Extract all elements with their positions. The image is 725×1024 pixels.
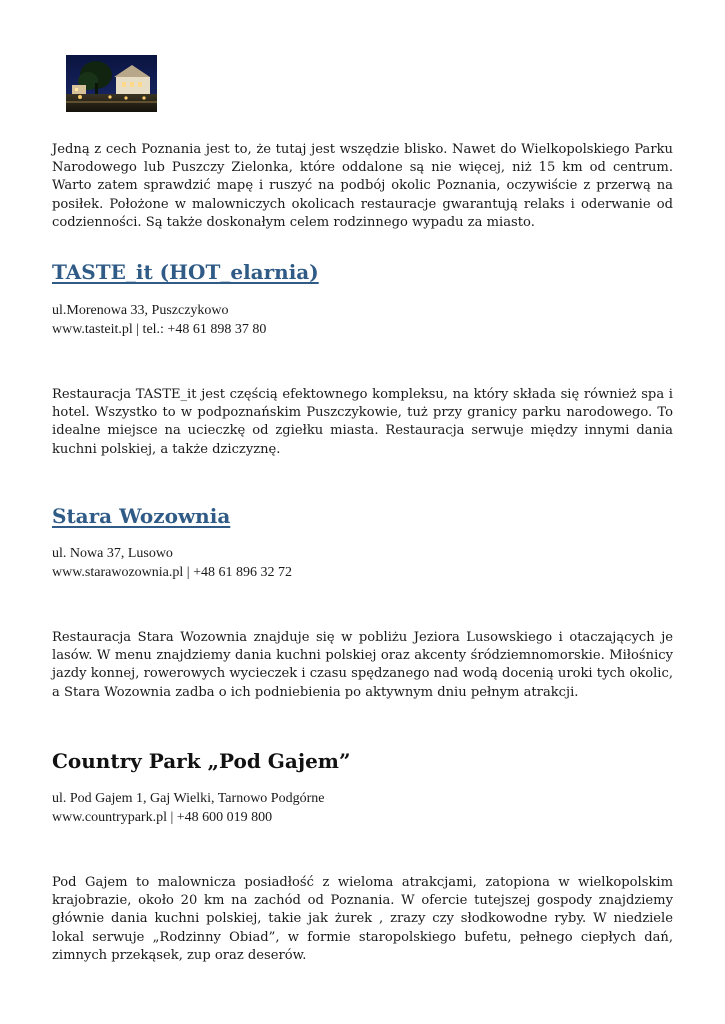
restaurant-address-block (52, 545, 292, 582)
restaurant-heading-stara-wozownia (52, 504, 230, 528)
restaurant-address: ul. Pod Gajem 1, Gaj Wielki, Tarnowo Podgórne (52, 791, 325, 806)
restaurant-heading-country-park: Country Park „Pod Gajem” (52, 749, 351, 773)
restaurant-address: ul.Morenowa 33, Puszczykowo (52, 303, 229, 318)
restaurant-address: ul. Nowa 37, Lusowo (52, 546, 173, 561)
restaurant-description: Pod Gajem to malownicza posiadłość z wieloma atrakcjami, zatopiona w wielkopolskim krajobrazie, około 20 km na zachód od Poznania. W ofercie tutejszej gospody znajdziemy głównie dania kuchni polskiej, takie jak żurek , zrazy czy słodkowodne ryby. W niedziele lokal serwuje „Rodzinny Obiad”, w formie staropolskiego bufetu, pełnego ciepłych dań, zimnych przekąsek, zup oraz deserów. (52, 875, 673, 963)
restaurant-heading-tasteit (52, 260, 319, 284)
restaurant-link-tasteit[interactable]: TASTE_it (HOT_elarnia) (52, 260, 319, 284)
restaurant-description: Restauracja TASTE_it jest częścią efektownego kompleksu, na który składa się również spa i hotel. Wszystko to w podpoznańskim Puszczykowie, tuż przy granicy parku narodowego. To idealne miejsce na ucieczkę od zgiełku miasta. Restauracja serwuje między innymi dania kuchni polskiej, a także dziczyznę. (52, 387, 673, 457)
restaurant-description: Restauracja Stara Wozownia znajduje się w pobliżu Jeziora Lusowskiego i otaczających je lasów. W menu znajdziemy dania kuchni polskiej oraz akcenty śródziemnomorskie. Miłośnicy jazdy konnej, rowerowych wycieczek i czasu spędzanego nad wodą docenią uroki tych okolic, a Stara Wozownia zadba o ich podniebienia po aktywnym dniu pełnym atrakcji. (52, 630, 673, 700)
intro-paragraph: Jedną z cech Poznania jest to, że tutaj jest wszędzie blisko. Nawet do Wielkopolskiego Parku Narodowego lub Puszczy Zielonka, które oddalone są nie więcej, niż 15 km od centrum. Warto zatem sprawdzić mapę i ruszyć na podbój okolic Poznania, oczywiście z przerwą na posiłek. Położone w malowniczych okolicach restauracje gwarantują relaks i oderwanie od codzienności. Są także doskonałym celem rodzinnego wypadu za miasto. (52, 142, 673, 230)
restaurant-contact: www.countrypark.pl | +48 600 019 800 (52, 809, 273, 825)
restaurant-contact: www.tasteit.pl | tel.: +48 61 898 37 80 (52, 321, 267, 337)
restaurant-link-stara-wozownia[interactable]: Stara Wozownia (52, 504, 231, 528)
restaurant-photo (66, 55, 157, 112)
restaurant-address-block (52, 302, 266, 339)
restaurant-contact: www.starawozownia.pl | +48 61 896 32 72 (52, 564, 292, 580)
restaurant-address-block (52, 790, 324, 827)
